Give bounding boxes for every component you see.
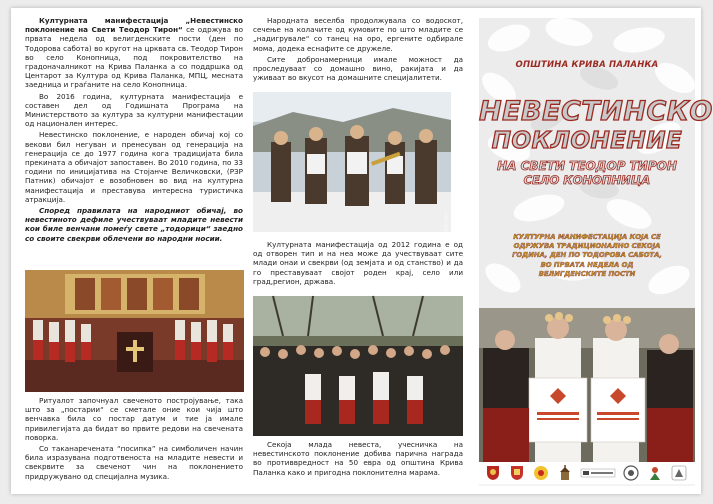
cover-subtitle-line-2: СЕЛО КОНОПНИЦА	[523, 173, 651, 187]
church-icon	[557, 465, 573, 481]
left-paragraph-1-lead: Културната манифестација „Невестинско поклонение на Свети Теодор Тирон“	[25, 16, 243, 35]
municipality-coat-of-arms-icon	[485, 465, 501, 481]
left-paragraph-1-rest: се одржува во првата недела од велигденските пости (ден по Тодорова сабота) во кругот на црквата св. Теодор Тирон во село Конопница, под покровителство на градоначалникот на Крива Паланка а со поддршка од Центарот за Култура од Крива Паланка, МПЦ, месната заедница и граѓаните на село Конопница.	[25, 25, 243, 90]
left-paragraph-6: Со таканаречената “посипка” на симболичен начин била изразувана подготвеноста на младите невести и свекрвите за свеченот чин на поклонението придружувано од специјална музика.	[25, 444, 243, 481]
sun-emblem-icon	[533, 465, 549, 481]
brochure-page	[11, 8, 713, 494]
cover-municipality: ОПШТИНА КРИВА ПАЛАНКА	[515, 60, 659, 70]
left-column	[25, 16, 243, 245]
photo-crowd	[253, 296, 463, 436]
tourism-logo-icon	[647, 465, 663, 481]
middle-paragraph-2: Сите добронамерници имале можност да проследуваат со домашно вино, ракијата и да уживаат во вкусот на домашните специјалитети.	[253, 54, 463, 83]
coat-of-arms-icon	[509, 465, 525, 481]
middle-paragraph-3: Културната манифестација од 2012 година е од од отворен тип и на неа може да учествуваат сите млади онаи и свекрви (од земјата и од станство) и да го преставуваат својот роден крај, село или град,регион, држава.	[253, 240, 463, 286]
partner-logo-icon	[671, 465, 687, 481]
photo-brides	[479, 308, 695, 462]
photo-credit: photogradipalanka.com	[443, 212, 449, 272]
middle-column-mid	[253, 240, 463, 288]
left-paragraph-1	[25, 16, 243, 90]
left-paragraph-3: Невестинско поклонение, е народен обичај кој со векови бил негуван и пренесуван од генерација на генерација се до 1977 година кога традицијата била прекината а обичајот запоставен. Во 2010 година, по 33 години по иницијатива на Стојанче Величковски, (РЗР Патник) обичајот е возобновен во вид на културна манифестација и преставува интересна туристичка атракција.	[25, 130, 243, 204]
middle-paragraph-4: Секоја млада невеста, учесничка на невестинското поклонение добива парична награда во противвредност на 50 евра од општина Крива Паланка како и пригодна поклонителна марама.	[253, 440, 463, 477]
left-paragraph-2: Во 2016 година, културната манифестација е составен дел од Годишната Програма на Министерството за култура за културни манифестации од национален интерес.	[25, 91, 243, 129]
cover-subtitle-line-1: НА СВЕТИ ТЕОДОР ТИРОН	[497, 159, 677, 173]
middle-paragraph-1: Народната веселба продолжувала со водоскот, сечење на колачите од кумовите по што младите се „надигрувале“ со танец на оро, ергените одбирале мома, додека еснафите се дружеле.	[253, 16, 463, 53]
sponsor-logos-strip	[479, 462, 695, 484]
cultural-center-logo-icon	[623, 465, 639, 481]
left-paragraph-4: Според правилата на народниот обичај, во невестиното дефиле учествуваат младите невести кои биле венчани помеѓу свете „тодорици“ заедно со своите свекрви облечени во народни носии.	[25, 206, 243, 243]
middle-column-bottom	[253, 440, 463, 479]
cover-panel	[479, 18, 713, 486]
photo-church-interior	[25, 270, 244, 392]
cover-title-line-1: НЕВЕСТИНСКО	[479, 96, 713, 127]
cover-title-line-2: ПОКЛОНЕНИЕ	[491, 128, 683, 154]
middle-column	[253, 16, 463, 84]
cover-description: КУЛТУРНА МАНИФЕСТАЦИЈА КОЈА СЕ ОДРЖУВА ТРАДИЦИОНАЛНО СЕКОЈА ГОДИНА, ДЕН ПО ТОДОРОВА САБОТА, ВО ПРВАТА НЕДЕЛА ОД ВЕЛИГДЕНСКИТЕ ПОСТИ	[512, 233, 662, 278]
left-paragraph-5: Ритуалот започнуал свеченото постројување, така што за „постарии“ се сметале оние кои чија што венчавка била со постар датум и тие ја имале привилегијата да бидат во првите редови на свечената поворка.	[25, 396, 243, 442]
left-column-bottom	[25, 396, 243, 483]
ministry-logo-icon	[581, 465, 615, 481]
